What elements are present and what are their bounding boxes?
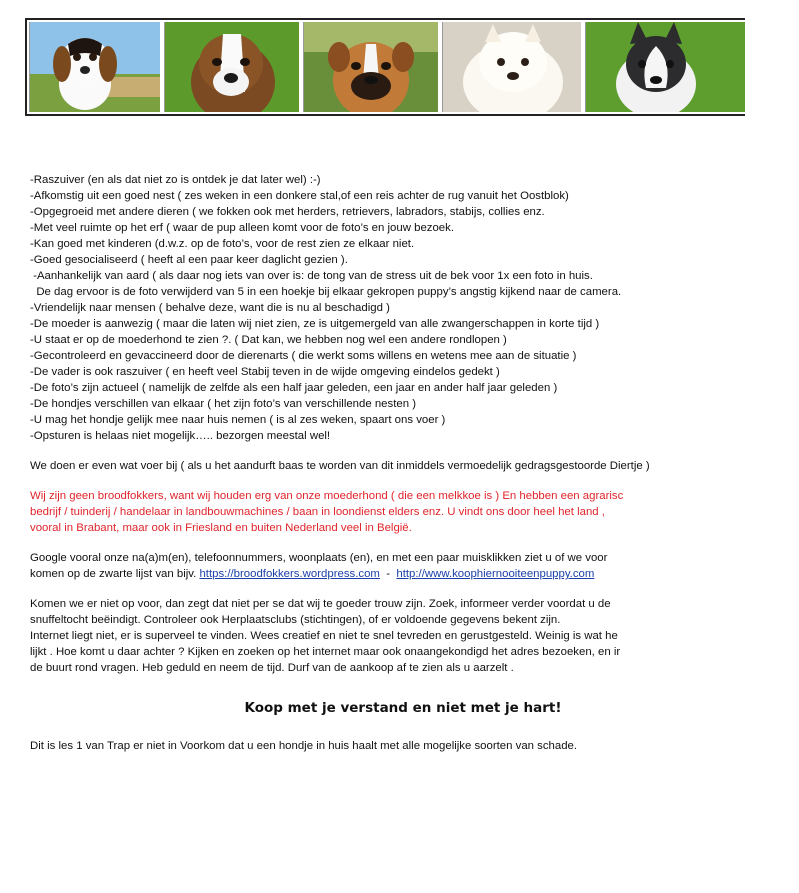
- quality-item: -De moeder is aanwezig ( maar die laten wij niet zien, ze is uitgemergeld van alle zwangerschappen in korte tijd ): [30, 318, 600, 330]
- quality-item: -Opgegroeid met andere dieren ( we fokken ook met herders, retrievers, labradors, stabijs, collies enz.: [30, 206, 545, 218]
- quality-item: -De foto’s zijn actueel ( namelijk de zelfde als een half jaar geleden, een jaar en ander half jaar geleden ): [30, 382, 558, 394]
- breeder-claim-line: Wij zijn geen broodfokkers, want wij houden erg van onze moederhond ( die een melkkoe is ) En hebben een agrarisc: [30, 490, 624, 502]
- google-line: Google vooral onze na(a)m(en), telefoonnummers, woonplaats (en), en met een paar muisklikken ziet u of we voor: [30, 552, 608, 564]
- document-body: [30, 172, 746, 754]
- beagle-puppy-photo: [29, 22, 160, 112]
- quality-item: -U staat er op de moederhond te zien ?. ( Dat kan, we hebben nog wel een andere rondlopen ): [30, 334, 507, 346]
- food-paragraph: We doen er even wat voer bij ( als u het aandurft baas te worden van dit inmiddels vermoedelijk gedragsgestoorde Diertje ): [30, 460, 650, 472]
- quality-item: -Opsturen is helaas niet mogelijk….. bezorgen meestal wel!: [30, 430, 331, 442]
- advice-line: snuffeltocht beëindigt. Controleer ook Herplaatsclubs (stichtingen), of er voldoende gegevens bekent zijn.: [30, 614, 561, 626]
- breeder-claim-line: bedrijf / tuinderij / handelaar in landbouwmachines / baan in loondienst elders enz. U vindt ons door heel het land ,: [30, 506, 605, 518]
- quality-item: -Vriendelijk naar mensen ( behalve deze, want die is nu al beschadigd ): [30, 302, 390, 314]
- breeder-claim-paragraph: [30, 488, 746, 536]
- quality-item: De dag ervoor is de foto verwijderd van 5 in een hoekje bij elkaar gekropen puppy’s angstig kijkend naar de camera.: [30, 286, 622, 298]
- saint-bernard-puppy-photo: [164, 22, 299, 112]
- link-separator: -: [386, 568, 391, 580]
- google-line: [30, 566, 746, 582]
- boxer-puppy-photo: [303, 22, 438, 112]
- husky-puppy-photo: [585, 22, 745, 112]
- broodfokkers-link[interactable]: https://broodfokkers.wordpress.com: [199, 568, 380, 580]
- quality-item: -De vader is ook raszuiver ( en heeft veel Stabij teven in de wijde omgeving eindelos gedekt ): [30, 366, 500, 378]
- google-paragraph: [30, 550, 746, 582]
- advice-line: lijkt . Hoe komt u daar achter ? Kijken en zoeken op het internet maar ook onaangekondigd het adres bezoeken, en ir: [30, 646, 621, 658]
- koophiernooiteenpuppy-link[interactable]: http://www.koophiernooiteenpuppy.com: [396, 568, 595, 580]
- footer-note: Dit is les 1 van Trap er niet in Voorkom dat u een hondje in huis haalt met alle mogelijke soorten van schade.: [30, 740, 578, 752]
- advice-line: Internet liegt niet, er is superveel te vinden. Wees creatief en niet te snel tevreden en gerustgesteld. Weinig is wat he: [30, 630, 618, 642]
- quality-item: -Met veel ruimte op het erf ( waar de pup alleen komt voor de foto’s en jouw bezoek.: [30, 222, 455, 234]
- google-line-prefix: komen op de zwarte lijst van bijv.: [30, 568, 197, 580]
- breeder-claim-line: vooral in Brabant, maar ook in Friesland en buiten Nederland veel in België.: [30, 522, 412, 534]
- quality-item: -Raszuiver (en als dat niet zo is ontdek je dat later wel) :-): [30, 174, 321, 186]
- quality-item: -Afkomstig uit een goed nest ( zes weken in een donkere stal,of een reis achter de rug vanuit het Oostblok): [30, 190, 569, 202]
- slogan-heading: Koop met je verstand en niet met je hart!: [244, 700, 562, 716]
- qualities-list: [30, 172, 746, 444]
- quality-item: -Goed gesocialiseerd ( heeft al een paar keer daglicht gezien ).: [30, 254, 348, 266]
- puppy-photo-strip: [25, 18, 745, 116]
- samoyed-puppy-photo: [442, 22, 581, 112]
- advice-line: de buurt rond vragen. Heb geduld en neem de tijd. Durf van de aankoop af te zien als u aarzelt .: [30, 662, 514, 674]
- quality-item: -Kan goed met kinderen (d.w.z. op de foto’s, voor de rest zien ze elkaar niet.: [30, 238, 415, 250]
- quality-item: -De hondjes verschillen van elkaar ( het zijn foto’s van verschillende nesten ): [30, 398, 417, 410]
- quality-item: -Aanhankelijk van aard ( als daar nog iets van over is: de tong van de stress uit de bek voor 1x een foto in huis.: [30, 270, 593, 282]
- advice-line: Komen we er niet op voor, dan zegt dat niet per se dat wij te goeder trouw zijn. Zoek, informeer verder voordat u de: [30, 598, 611, 610]
- quality-item: -Gecontroleerd en gevaccineerd door de dierenarts ( die werkt soms willens en wetens mee aan de situatie ): [30, 350, 577, 362]
- quality-item: -U mag het hondje gelijk mee naar huis nemen ( is al zes weken, spaart ons voer ): [30, 414, 446, 426]
- advice-paragraph: [30, 596, 746, 676]
